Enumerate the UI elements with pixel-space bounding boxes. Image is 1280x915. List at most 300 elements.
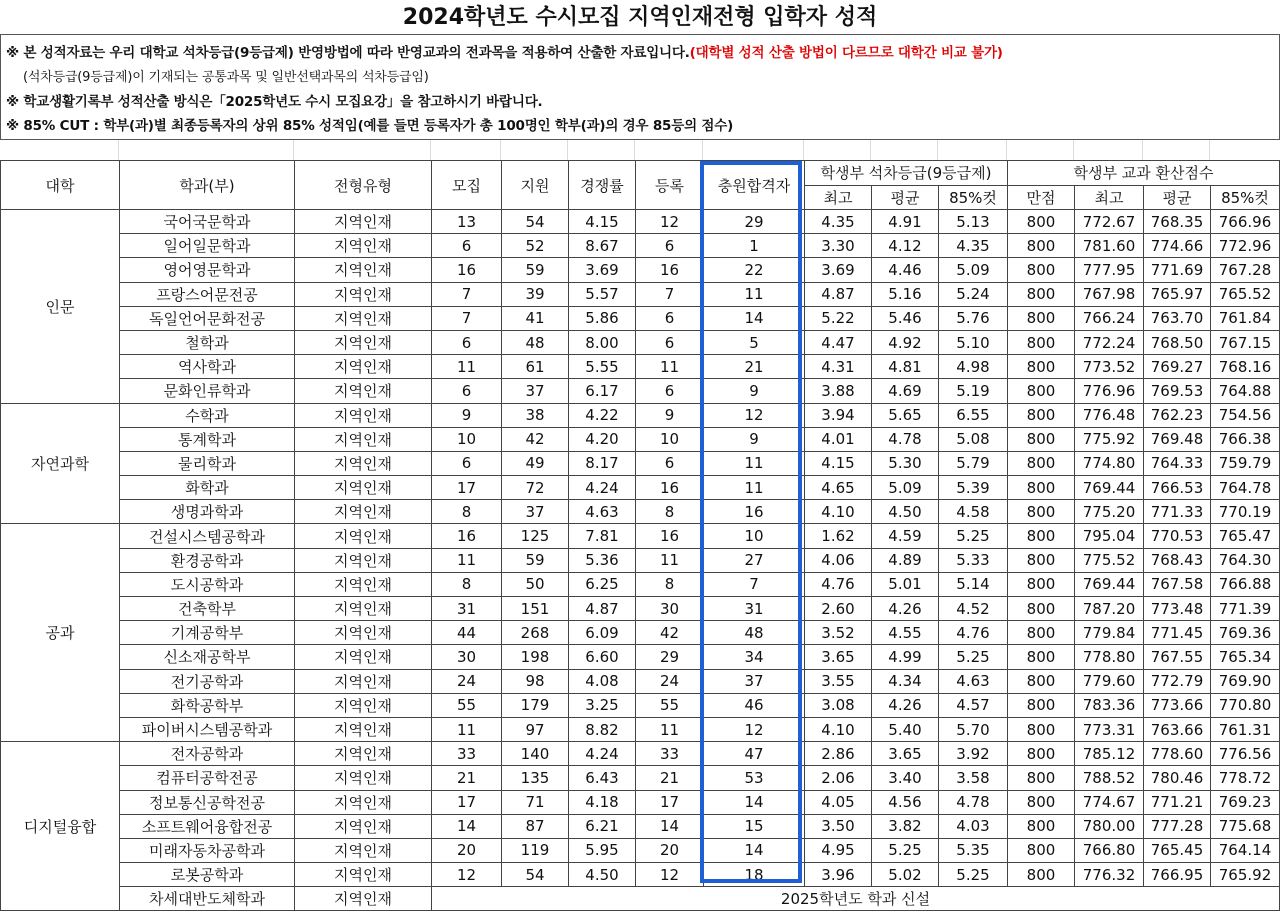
cell-apply: 119 — [502, 838, 569, 862]
cell-recruit: 6 — [432, 234, 502, 258]
cell-enroll: 29 — [636, 645, 704, 669]
table-row — [1, 645, 1280, 669]
header-type: 전형유형 — [295, 161, 432, 210]
cell-score-full: 800 — [1008, 210, 1075, 234]
table-row — [1, 524, 1280, 548]
cell-grade-avg: 5.01 — [872, 572, 939, 596]
cell-recruit: 16 — [432, 524, 502, 548]
cell-grade-cut: 4.58 — [939, 500, 1008, 524]
cell-dept: 신소재공학부 — [120, 645, 295, 669]
cell-apply: 54 — [502, 210, 569, 234]
table-row — [1, 548, 1280, 572]
cell-score-cut: 761.84 — [1211, 306, 1280, 330]
cell-grade-cut: 4.98 — [939, 355, 1008, 379]
cell-dept: 전기공학과 — [120, 669, 295, 693]
cell-enroll: 16 — [636, 524, 704, 548]
cell-score-best: 776.48 — [1075, 403, 1144, 427]
cell-score-best: 773.31 — [1075, 717, 1144, 741]
cell-score-avg: 763.66 — [1144, 717, 1211, 741]
cell-grade-avg: 4.78 — [872, 427, 939, 451]
cell-enroll: 6 — [636, 234, 704, 258]
cell-score-avg: 767.55 — [1144, 645, 1211, 669]
cell-recruit: 6 — [432, 379, 502, 403]
cell-score-cut: 754.56 — [1211, 403, 1280, 427]
cell-enroll: 33 — [636, 742, 704, 766]
cell-score-best: 775.92 — [1075, 427, 1144, 451]
cell-score-best: 767.98 — [1075, 282, 1144, 306]
cell-ratio: 4.15 — [569, 210, 636, 234]
cell-grade-avg: 4.12 — [872, 234, 939, 258]
table-row — [1, 330, 1280, 354]
cell-apply: 59 — [502, 258, 569, 282]
cell-score-full: 800 — [1008, 863, 1075, 887]
cell-apply: 71 — [502, 790, 569, 814]
cell-score-cut: 766.96 — [1211, 210, 1280, 234]
cell-grade-cut: 4.35 — [939, 234, 1008, 258]
header-grade-group: 학생부 석차등급(9등급제) — [805, 161, 1008, 186]
cell-dept: 수학과 — [120, 403, 295, 427]
header-score-cut: 85%컷 — [1211, 185, 1280, 210]
cell-score-avg: 766.95 — [1144, 863, 1211, 887]
cell-ratio: 3.69 — [569, 258, 636, 282]
cell-grade-cut: 4.03 — [939, 814, 1008, 838]
cell-extra: 29 — [704, 210, 805, 234]
cell-grade-avg: 4.46 — [872, 258, 939, 282]
cell-score-cut: 776.56 — [1211, 742, 1280, 766]
cell-enroll: 16 — [636, 476, 704, 500]
cell-apply: 179 — [502, 693, 569, 717]
cell-dept: 건축학부 — [120, 597, 295, 621]
cell-type: 지역인재 — [295, 621, 432, 645]
cell-score-avg: 771.21 — [1144, 790, 1211, 814]
cell-ratio: 6.60 — [569, 645, 636, 669]
page-title: 2024학년도 수시모집 지역인재전형 입학자 성적 — [0, 0, 1280, 35]
cell-score-best: 795.04 — [1075, 524, 1144, 548]
cell-score-full: 800 — [1008, 717, 1075, 741]
cell-recruit: 11 — [432, 355, 502, 379]
cell-score-full: 800 — [1008, 766, 1075, 790]
cell-score-full: 800 — [1008, 427, 1075, 451]
cell-ratio: 4.24 — [569, 742, 636, 766]
cell-score-avg: 769.27 — [1144, 355, 1211, 379]
cell-enroll: 42 — [636, 621, 704, 645]
cell-new-dept-note: 2025학년도 학과 신설 — [432, 887, 1280, 911]
cell-grade-best: 4.31 — [805, 355, 872, 379]
table-row — [1, 597, 1280, 621]
cell-type: 지역인재 — [295, 887, 432, 911]
cell-score-cut: 775.68 — [1211, 814, 1280, 838]
cell-dept: 역사학과 — [120, 355, 295, 379]
cell-type: 지역인재 — [295, 693, 432, 717]
cell-score-cut: 769.36 — [1211, 621, 1280, 645]
cell-score-avg: 771.45 — [1144, 621, 1211, 645]
note-line-1 — [6, 41, 1003, 61]
cell-extra: 21 — [704, 355, 805, 379]
cell-grade-cut: 5.24 — [939, 282, 1008, 306]
table-row — [1, 742, 1280, 766]
cell-apply: 48 — [502, 330, 569, 354]
cell-recruit: 30 — [432, 645, 502, 669]
table-row — [1, 863, 1280, 887]
cell-type: 지역인재 — [295, 790, 432, 814]
cell-score-best: 774.67 — [1075, 790, 1144, 814]
spreadsheet-gridlines — [0, 140, 1280, 160]
cell-type: 지역인재 — [295, 282, 432, 306]
cell-score-full: 800 — [1008, 548, 1075, 572]
cell-recruit: 44 — [432, 621, 502, 645]
cell-extra: 9 — [704, 427, 805, 451]
cell-grade-best: 3.69 — [805, 258, 872, 282]
cell-grade-cut: 5.79 — [939, 451, 1008, 475]
cell-grade-best: 3.88 — [805, 379, 872, 403]
cell-score-full: 800 — [1008, 330, 1075, 354]
cell-score-avg: 764.33 — [1144, 451, 1211, 475]
cell-enroll: 9 — [636, 403, 704, 427]
cell-extra: 47 — [704, 742, 805, 766]
cell-grade-avg: 4.59 — [872, 524, 939, 548]
cell-grade-cut: 3.92 — [939, 742, 1008, 766]
cell-grade-best: 4.01 — [805, 427, 872, 451]
cell-dept: 독일언어문화전공 — [120, 306, 295, 330]
cell-dept: 미래자동차공학과 — [120, 838, 295, 862]
cell-extra: 5 — [704, 330, 805, 354]
cell-score-best: 776.96 — [1075, 379, 1144, 403]
cell-score-cut: 765.52 — [1211, 282, 1280, 306]
cell-type: 지역인재 — [295, 500, 432, 524]
table-row — [1, 669, 1280, 693]
table-row — [1, 403, 1280, 427]
header-grade-avg: 평균 — [872, 185, 939, 210]
cell-dept: 화학과 — [120, 476, 295, 500]
cell-score-cut: 764.14 — [1211, 838, 1280, 862]
cell-score-best: 783.36 — [1075, 693, 1144, 717]
cell-score-best: 769.44 — [1075, 476, 1144, 500]
cell-score-cut: 759.79 — [1211, 451, 1280, 475]
cell-recruit: 31 — [432, 597, 502, 621]
cell-score-avg: 769.48 — [1144, 427, 1211, 451]
cell-score-avg: 772.79 — [1144, 669, 1211, 693]
cell-dept: 일어일문학과 — [120, 234, 295, 258]
cell-extra: 14 — [704, 306, 805, 330]
cell-score-best: 773.52 — [1075, 355, 1144, 379]
cell-enroll: 11 — [636, 717, 704, 741]
cell-grade-cut: 5.13 — [939, 210, 1008, 234]
cell-score-full: 800 — [1008, 597, 1075, 621]
cell-grade-best: 4.35 — [805, 210, 872, 234]
cell-apply: 198 — [502, 645, 569, 669]
cell-apply: 52 — [502, 234, 569, 258]
cell-ratio: 4.08 — [569, 669, 636, 693]
cell-grade-avg: 4.91 — [872, 210, 939, 234]
cell-type: 지역인재 — [295, 669, 432, 693]
cell-dept: 문화인류학과 — [120, 379, 295, 403]
cell-grade-best: 4.76 — [805, 572, 872, 596]
cell-extra: 1 — [704, 234, 805, 258]
cell-score-full: 800 — [1008, 669, 1075, 693]
cell-enroll: 6 — [636, 451, 704, 475]
cell-grade-best: 4.15 — [805, 451, 872, 475]
cell-grade-avg: 3.82 — [872, 814, 939, 838]
cell-grade-avg: 4.50 — [872, 500, 939, 524]
cell-grade-cut: 3.58 — [939, 766, 1008, 790]
cell-recruit: 21 — [432, 766, 502, 790]
cell-score-cut: 767.15 — [1211, 330, 1280, 354]
table-row — [1, 210, 1280, 234]
cell-enroll: 55 — [636, 693, 704, 717]
cell-dept: 환경공학과 — [120, 548, 295, 572]
cell-grade-best: 4.65 — [805, 476, 872, 500]
cell-apply: 54 — [502, 863, 569, 887]
cell-recruit: 12 — [432, 863, 502, 887]
cell-type: 지역인재 — [295, 572, 432, 596]
cell-score-avg: 774.66 — [1144, 234, 1211, 258]
cell-extra: 11 — [704, 451, 805, 475]
table-row — [1, 790, 1280, 814]
table-row — [1, 451, 1280, 475]
cell-score-best: 779.60 — [1075, 669, 1144, 693]
cell-score-avg: 777.28 — [1144, 814, 1211, 838]
cell-score-best: 774.80 — [1075, 451, 1144, 475]
cell-score-cut: 767.28 — [1211, 258, 1280, 282]
cell-score-best: 785.12 — [1075, 742, 1144, 766]
cell-recruit: 24 — [432, 669, 502, 693]
cell-grade-cut: 4.52 — [939, 597, 1008, 621]
cell-score-full: 800 — [1008, 451, 1075, 475]
cell-score-cut: 766.88 — [1211, 572, 1280, 596]
cell-extra: 16 — [704, 500, 805, 524]
cell-score-avg: 768.35 — [1144, 210, 1211, 234]
cell-grade-avg: 5.65 — [872, 403, 939, 427]
cell-dept: 도시공학과 — [120, 572, 295, 596]
cell-recruit: 20 — [432, 838, 502, 862]
cell-grade-best: 3.96 — [805, 863, 872, 887]
cell-grade-avg: 4.92 — [872, 330, 939, 354]
header-recruit: 모집 — [432, 161, 502, 210]
table-row — [1, 476, 1280, 500]
cell-apply: 39 — [502, 282, 569, 306]
college-science: 자연과학 — [1, 403, 120, 524]
cell-recruit: 10 — [432, 427, 502, 451]
cell-type: 지역인재 — [295, 476, 432, 500]
cell-score-best: 777.95 — [1075, 258, 1144, 282]
cell-recruit: 9 — [432, 403, 502, 427]
cell-score-cut: 764.30 — [1211, 548, 1280, 572]
cell-extra: 27 — [704, 548, 805, 572]
cell-grade-cut: 5.25 — [939, 524, 1008, 548]
cell-extra: 9 — [704, 379, 805, 403]
cell-grade-best: 2.86 — [805, 742, 872, 766]
cell-grade-avg: 5.40 — [872, 717, 939, 741]
cell-dept: 철학과 — [120, 330, 295, 354]
cell-apply: 37 — [502, 379, 569, 403]
cell-apply: 59 — [502, 548, 569, 572]
cell-score-full: 800 — [1008, 234, 1075, 258]
cell-grade-avg: 5.25 — [872, 838, 939, 862]
cell-grade-best: 3.52 — [805, 621, 872, 645]
cell-type: 지역인재 — [295, 427, 432, 451]
college-engineering: 공과 — [1, 524, 120, 742]
cell-dept: 전자공학과 — [120, 742, 295, 766]
cell-extra: 12 — [704, 403, 805, 427]
cell-type: 지역인재 — [295, 742, 432, 766]
cell-score-full: 800 — [1008, 306, 1075, 330]
cell-score-full: 800 — [1008, 645, 1075, 669]
cell-ratio: 6.09 — [569, 621, 636, 645]
cell-enroll: 8 — [636, 500, 704, 524]
cell-type: 지역인재 — [295, 330, 432, 354]
table-row — [1, 693, 1280, 717]
cell-score-avg: 773.66 — [1144, 693, 1211, 717]
cell-grade-best: 3.94 — [805, 403, 872, 427]
admission-results-table — [0, 160, 1280, 911]
cell-score-avg: 766.53 — [1144, 476, 1211, 500]
table-row — [1, 282, 1280, 306]
cell-score-full: 800 — [1008, 814, 1075, 838]
cell-score-best: 766.80 — [1075, 838, 1144, 862]
cell-score-best: 772.67 — [1075, 210, 1144, 234]
cell-enroll: 20 — [636, 838, 704, 862]
cell-enroll: 11 — [636, 355, 704, 379]
cell-grade-best: 3.50 — [805, 814, 872, 838]
cell-grade-best: 1.62 — [805, 524, 872, 548]
cell-type: 지역인재 — [295, 597, 432, 621]
cell-recruit: 6 — [432, 330, 502, 354]
cell-dept: 로봇공학과 — [120, 863, 295, 887]
cell-grade-avg: 5.02 — [872, 863, 939, 887]
cell-ratio: 8.82 — [569, 717, 636, 741]
cell-grade-cut: 5.33 — [939, 548, 1008, 572]
cell-grade-best: 4.47 — [805, 330, 872, 354]
header-score-best: 최고 — [1075, 185, 1144, 210]
header-extra: 충원합격자 — [704, 161, 805, 210]
cell-ratio: 4.20 — [569, 427, 636, 451]
cell-score-best: 769.44 — [1075, 572, 1144, 596]
cell-score-cut: 770.80 — [1211, 693, 1280, 717]
cell-score-cut: 770.19 — [1211, 500, 1280, 524]
cell-score-avg: 773.48 — [1144, 597, 1211, 621]
cell-apply: 50 — [502, 572, 569, 596]
cell-extra: 14 — [704, 838, 805, 862]
header-score-group: 학생부 교과 환산점수 — [1008, 161, 1280, 186]
cell-type: 지역인재 — [295, 355, 432, 379]
cell-dept: 통계학과 — [120, 427, 295, 451]
cell-ratio: 4.22 — [569, 403, 636, 427]
cell-recruit: 17 — [432, 476, 502, 500]
header-score-full: 만점 — [1008, 185, 1075, 210]
cell-score-full: 800 — [1008, 258, 1075, 282]
cell-apply: 41 — [502, 306, 569, 330]
cell-grade-best: 4.10 — [805, 500, 872, 524]
cell-ratio: 5.57 — [569, 282, 636, 306]
cell-score-full: 800 — [1008, 621, 1075, 645]
cell-type: 지역인재 — [295, 717, 432, 741]
note-line-1-text: ※ 본 성적자료는 우리 대학교 석차등급(9등급제) 반영방법에 따라 반영교과의 전과목을 적용하여 산출한 자료입니다. — [6, 45, 690, 61]
cell-type: 지역인재 — [295, 306, 432, 330]
cell-extra: 14 — [704, 790, 805, 814]
header-apply: 지원 — [502, 161, 569, 210]
cell-score-avg: 770.53 — [1144, 524, 1211, 548]
cell-score-avg: 763.70 — [1144, 306, 1211, 330]
table-row — [1, 234, 1280, 258]
cell-dept: 건설시스템공학과 — [120, 524, 295, 548]
cell-score-full: 800 — [1008, 379, 1075, 403]
cell-score-cut: 765.47 — [1211, 524, 1280, 548]
table-row — [1, 355, 1280, 379]
cell-apply: 151 — [502, 597, 569, 621]
cell-apply: 87 — [502, 814, 569, 838]
cell-type: 지역인재 — [295, 548, 432, 572]
cell-grade-best: 2.60 — [805, 597, 872, 621]
cell-type: 지역인재 — [295, 524, 432, 548]
cell-score-cut: 778.72 — [1211, 766, 1280, 790]
cell-score-avg: 765.97 — [1144, 282, 1211, 306]
cell-grade-best: 4.05 — [805, 790, 872, 814]
cell-enroll: 16 — [636, 258, 704, 282]
cell-recruit: 6 — [432, 451, 502, 475]
header-dept: 학과(부) — [120, 161, 295, 210]
cell-ratio: 7.81 — [569, 524, 636, 548]
cell-score-full: 800 — [1008, 282, 1075, 306]
cell-recruit: 11 — [432, 548, 502, 572]
cell-score-full: 800 — [1008, 693, 1075, 717]
cell-ratio: 5.36 — [569, 548, 636, 572]
cell-extra: 18 — [704, 863, 805, 887]
table-row — [1, 717, 1280, 741]
cell-score-best: 772.24 — [1075, 330, 1144, 354]
cell-grade-avg: 5.46 — [872, 306, 939, 330]
cell-score-full: 800 — [1008, 500, 1075, 524]
cell-grade-cut: 5.19 — [939, 379, 1008, 403]
cell-apply: 140 — [502, 742, 569, 766]
cell-dept: 영어영문학과 — [120, 258, 295, 282]
cell-dept: 컴퓨터공학전공 — [120, 766, 295, 790]
college-humanities: 인문 — [1, 210, 120, 404]
cell-score-cut: 765.34 — [1211, 645, 1280, 669]
cell-ratio: 8.00 — [569, 330, 636, 354]
cell-recruit: 7 — [432, 306, 502, 330]
cell-ratio: 5.86 — [569, 306, 636, 330]
cell-grade-best: 5.22 — [805, 306, 872, 330]
college-digital: 디지털융합 — [1, 742, 120, 911]
cell-extra: 7 — [704, 572, 805, 596]
cell-grade-best: 3.08 — [805, 693, 872, 717]
cell-score-full: 800 — [1008, 838, 1075, 862]
cell-apply: 125 — [502, 524, 569, 548]
cell-recruit: 7 — [432, 282, 502, 306]
table-row — [1, 572, 1280, 596]
cell-enroll: 24 — [636, 669, 704, 693]
cell-enroll: 8 — [636, 572, 704, 596]
cell-extra: 37 — [704, 669, 805, 693]
cell-grade-best: 4.95 — [805, 838, 872, 862]
cell-score-cut: 766.38 — [1211, 427, 1280, 451]
cell-dept: 소프트웨어융합전공 — [120, 814, 295, 838]
table-row — [1, 379, 1280, 403]
cell-score-avg: 768.43 — [1144, 548, 1211, 572]
cell-grade-avg: 4.69 — [872, 379, 939, 403]
cell-type: 지역인재 — [295, 403, 432, 427]
cell-dept: 물리학과 — [120, 451, 295, 475]
cell-grade-avg: 4.26 — [872, 693, 939, 717]
cell-enroll: 12 — [636, 210, 704, 234]
table-row — [1, 500, 1280, 524]
cell-score-best: 781.60 — [1075, 234, 1144, 258]
cell-grade-avg: 4.26 — [872, 597, 939, 621]
cell-score-best: 775.20 — [1075, 500, 1144, 524]
cell-recruit: 55 — [432, 693, 502, 717]
cell-score-cut: 769.23 — [1211, 790, 1280, 814]
cell-dept: 화학공학부 — [120, 693, 295, 717]
